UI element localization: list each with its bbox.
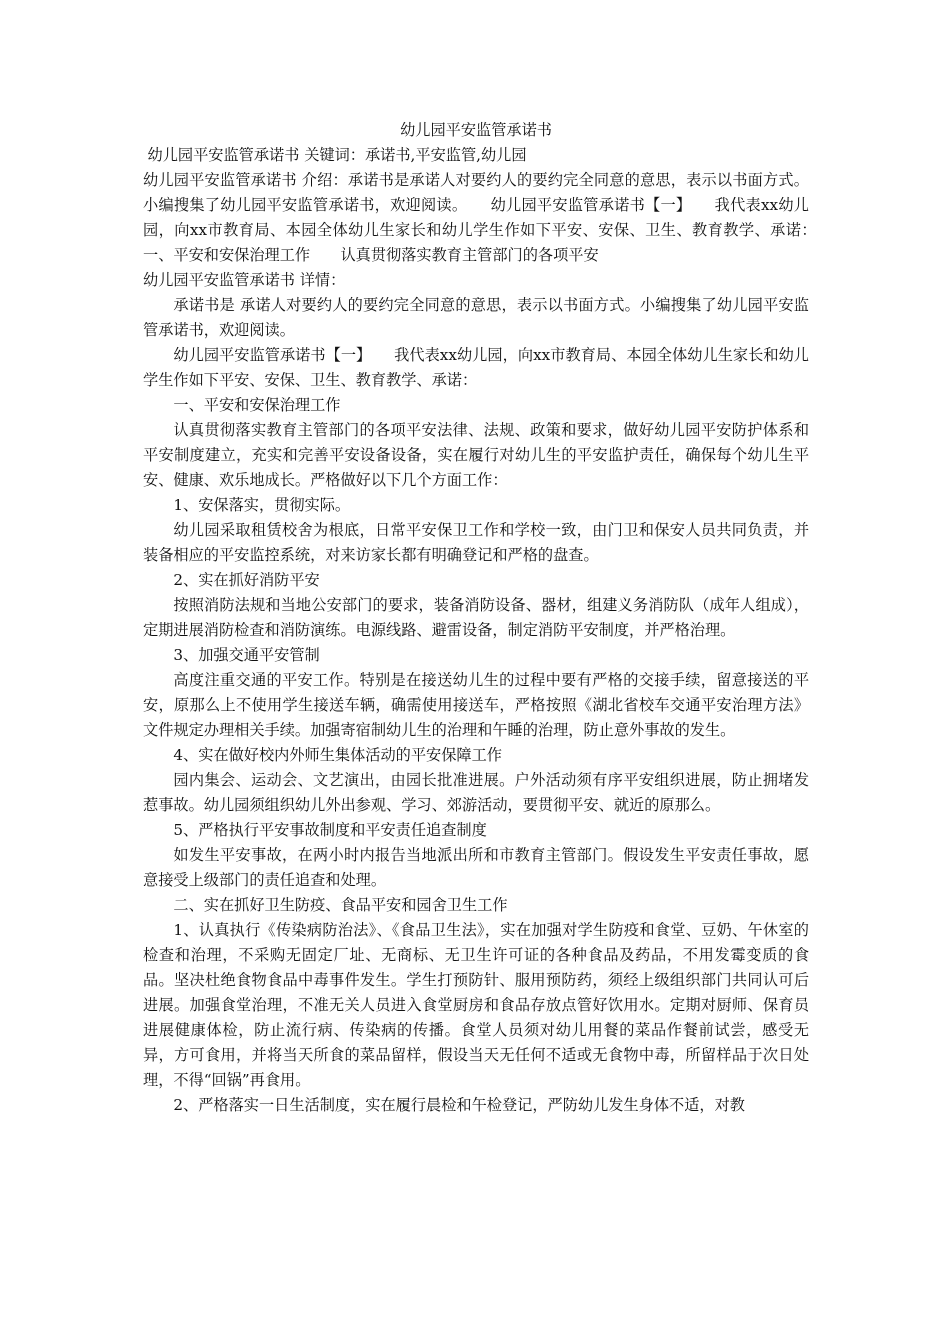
paragraph: 2、严格落实一日生活制度，实在履行晨检和午检登记，严防幼儿发生身体不适，对教 (173, 1096, 745, 1114)
paragraph: 认真贯彻落实教育主管部门的各项平安法律、法规、政策和要求，做好幼儿园平安防护体系和平安制度建立，充实和完善平安设备设备，实在履行对幼儿生的平安监护责任，确保每个幼儿生平安、健康、欢乐地成长。严格做好以下几个方面工作： (143, 421, 809, 489)
sub-heading: 3、加强交通平安管制 (173, 646, 320, 664)
paragraph: 1、认真执行《传染病防治法》、《食品卫生法》，实在加强对学生防疫和食堂、豆奶、午休室的检查和治理，不采购无固定厂址、无商标、无卫生许可证的各种食品及药品，不用发霉变质的食品。坚决杜绝食物食品中毒事件发生。学生打预防针、服用预防药，须经上级组织部门共同认可后进展。加强食堂治理，不准无关人员进入食堂厨房和食品存放点管好饮用水。定期对厨师、保育员进展健康体检，防止流行病、传染病的传播。食堂人员须对幼儿用餐的菜品作餐前试尝，感受无异，方可食用，并将当天所食的菜品留样，假设当天无任何不适或无食物中毒，所留样品于次日处理，不得“回锅”再食用。 (143, 921, 809, 1089)
sub-heading: 1、安保落实，贯彻实际。 (173, 496, 351, 514)
paragraph: 幼儿园平安监管承诺书【一】 我代表xx幼儿园，向xx市教育局、本园全体幼儿生家长和幼儿学生作如下平安、安保、卫生、教育教学、承诺： (143, 346, 809, 389)
sub-heading: 4、实在做好校内外师生集体活动的平安保障工作 (173, 746, 502, 764)
section-heading: 一、平安和安保治理工作 (173, 396, 341, 414)
paragraph: 园内集会、运动会、文艺演出，由园长批准进展。户外活动须有序平安组织进展，防止拥堵发惹事故。幼儿园须组织幼儿外出参观、学习、郊游活动，要贯彻平安、就近的原那么。 (143, 771, 809, 814)
paragraph: 高度注重交通的平安工作。特别是在接送幼儿生的过程中要有严格的交接手续，留意接送的平安，原那么上不使用学生接送车辆，确需使用接送车，严格按照《湖北省校车交通平安治理方法》文件规定办理相关手续。加强寄宿制幼儿生的治理和午睡的治理，防止意外事故的发生。 (143, 671, 809, 739)
paragraph: 幼儿园采取租赁校舍为根底，日常平安保卫工作和学校一致，由门卫和保安人员共同负责，并装备相应的平安监控系统，对来访家长都有明确登记和严格的盘查。 (143, 521, 809, 564)
paragraph: 承诺书是 承诺人对要约人的要约完全同意的意思，表示以书面方式。小编搜集了幼儿园平安监管承诺书，欢迎阅读。 (143, 296, 809, 339)
sub-heading: 2、实在抓好消防平安 (173, 571, 320, 589)
document-title: 幼儿园平安监管承诺书 (400, 121, 552, 139)
sub-heading: 5、严格执行平安事故制度和平安责任追查制度 (173, 821, 487, 839)
paragraph: 按照消防法规和当地公安部门的要求，装备消防设备、器材，组建义务消防队（成年人组成），定期进展消防检查和消防演练。电源线路、避雷设备，制定消防平安制度，并严格治理。 (143, 596, 809, 639)
details-label: 幼儿园平安监管承诺书 详情： (143, 271, 346, 289)
paragraph: 如发生平安事故，在两小时内报告当地派出所和市教育主管部门。假设发生平安责任事故，愿意接受上级部门的责任追查和处理。 (143, 846, 809, 889)
document-page (143, 118, 840, 1118)
intro-line: 幼儿园平安监管承诺书 介绍：承诺书是承诺人对要约人的要约完全同意的意思，表示以书面方式。小编搜集了幼儿园平安监管承诺书，欢迎阅读。 幼儿园平安监管承诺书【一】 我代表xx幼儿园，向xx市教育局、本园全体幼儿生家长和幼儿学生作如下平安、安保、卫生、教育教学、承诺： 一、平安和安保治理工作 认真贯彻落实教育主管部门的各项平安 (143, 171, 840, 264)
section-heading: 二、实在抓好卫生防疫、食品平安和园舍卫生工作 (173, 896, 508, 914)
keywords-line: 幼儿园平安监管承诺书 关键词：承诺书,平安监管,幼儿园 (147, 146, 527, 164)
